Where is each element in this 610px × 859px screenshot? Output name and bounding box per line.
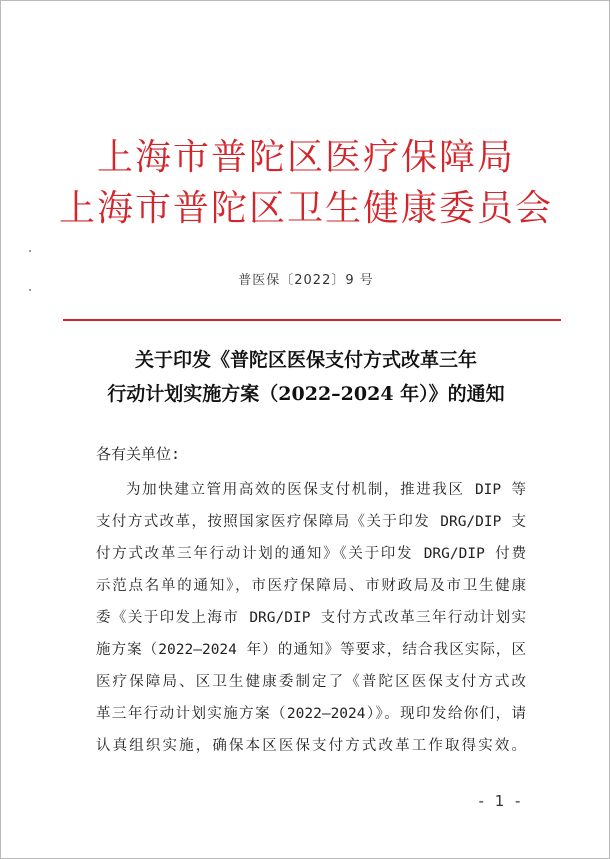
- red-separator-line: [63, 319, 561, 321]
- body-line: 为加快建立管用高效的医保支付机制，推进我区 DIP 等: [126, 482, 526, 498]
- issuer-line-1: 上海市普陀区医疗保障局: [96, 137, 515, 178]
- salutation: 各有关单位:: [96, 445, 181, 463]
- page-number: - 1 -: [478, 792, 524, 810]
- body-line: 施方案（2022–2024 年）的通知》等要求，结合我区实际，区: [96, 642, 526, 658]
- issuer-line-2: 上海市普陀区卫生健康委员会: [58, 188, 553, 229]
- body-line: 医疗保障局、区卫生健康委制定了《普陀区医保支付方式改: [96, 674, 526, 690]
- scan-speck: [29, 289, 31, 291]
- body-line: 认真组织实施，确保本区医保支付方式改革工作取得实效。: [96, 738, 526, 754]
- body-line: 示范点名单的通知》，市医疗保障局、市财政局及市卫生健康: [96, 578, 526, 594]
- title-line-2: 行动计划实施方案（2022–2024 年）》的通知: [107, 383, 505, 405]
- body-line: 付方式改革三年行动计划的通知》《关于印发 DRG/DIP 付费: [96, 546, 526, 562]
- body-line: 委《关于印发上海市 DRG/DIP 支付方式改革三年行动计划实: [96, 610, 526, 626]
- document-number: 普医保〔2022〕9 号: [238, 273, 374, 288]
- body-line: 革三年行动计划实施方案（2022–2024）》。现印发给你们，请: [96, 706, 526, 722]
- body-line: 支付方式改革，按照国家医疗保障局《关于印发 DRG/DIP 支: [96, 514, 526, 530]
- scan-speck: [29, 250, 31, 252]
- title-line-1: 关于印发《普陀区医保支付方式改革三年: [134, 349, 477, 371]
